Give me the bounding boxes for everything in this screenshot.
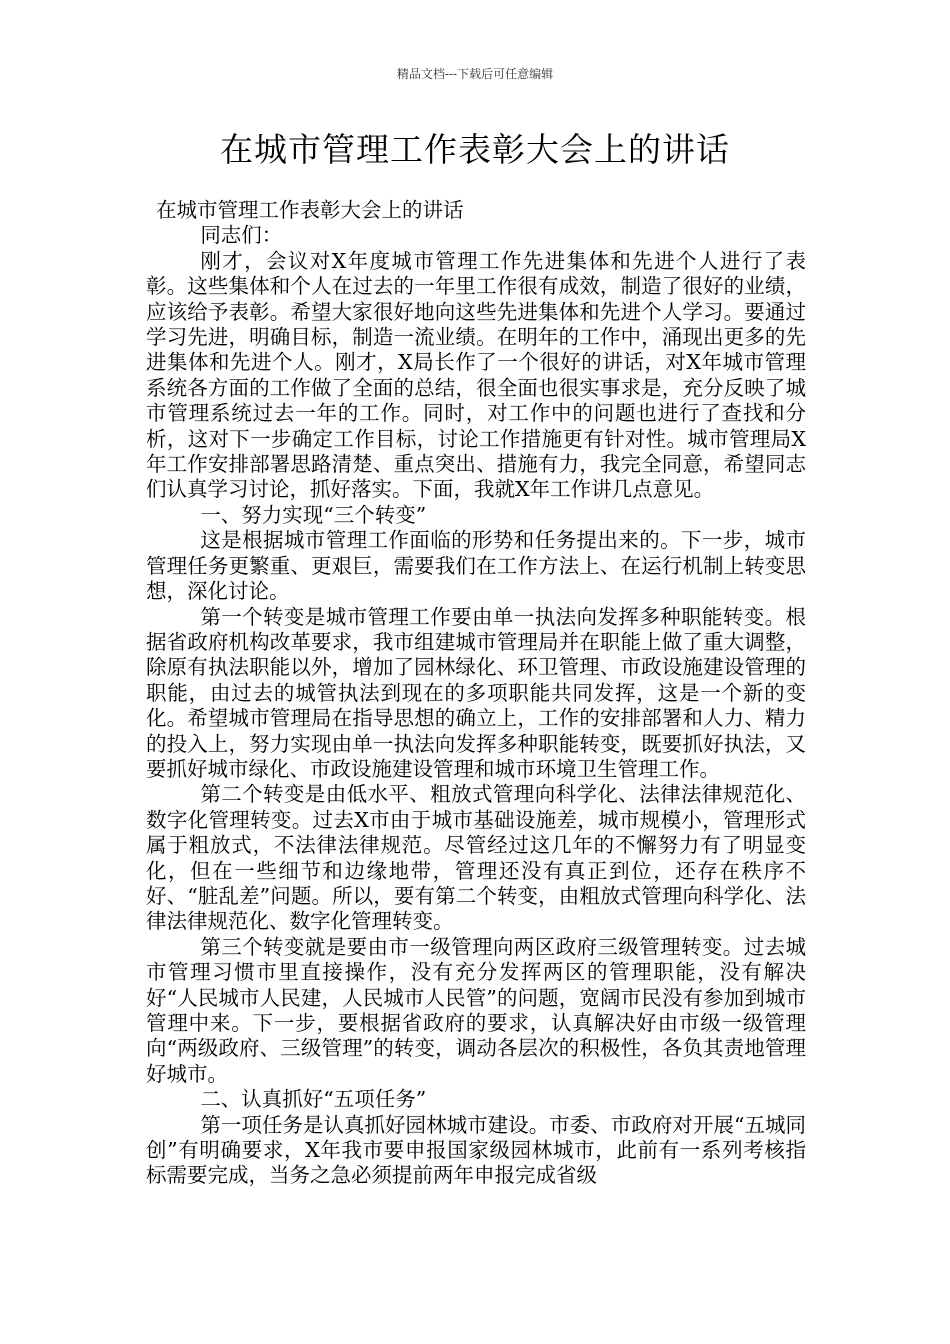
section-heading-1: 一、努力实现“三个转变” [200,502,427,527]
greeting: 同志们： [200,223,283,248]
document-title: 在城市管理工作表彰大会上的讲话 [220,130,730,169]
document-body [146,198,806,1189]
paragraph: 这是根据城市管理工作面临的形势和任务提出来的。下一步，城市管理任务更繁重、更艰巨，需要我们在工作方法上、在运行机制上转变思想，深化讨论。 [146,528,806,604]
paragraph: 第一项任务是认真抓好园林城市建设。市委、市政府对开展“五城同创”有明确要求，X年我市要申报国家级园林城市，此前有一系列考核指标需要完成，当务之急必须提前两年申报完成省级 [146,1112,806,1188]
paragraph: 第二个转变是由低水平、粗放式管理向科学化、法律法律规范化、数字化管理转变。过去X市由于城市基础设施差，城市规模小，管理形式属于粗放式，不法律法律规范。尽管经过这几年的不懈努力有了明显变化，但在一些细节和边缘地带，管理还没有真正到位，还存在秩序不好、“脏乱差”问题。所以，要有第二个转变，由粗放式管理向科学化、法律法律规范化、数字化管理转变。 [146,782,806,934]
paragraph-intro: 刚才，会议对X年度城市管理工作先进集体和先进个人进行了表彰。这些集体和个人在过去的一年里工作很有成效，制造了很好的业绩，应该给予表彰。希望大家很好地向这些先进集体和先进个人学习。要通过学习先进，明确目标，制造一流业绩。在明年的工作中，涌现出更多的先进集体和先进个人。刚才，X局长作了一个很好的讲话，对X年城市管理系统各方面的工作做了全面的总结，很全面也很实事求是，充分反映了城市管理系统过去一年的工作。同时，对工作中的问题也进行了查找和分析，这对下一步确定工作目标，讨论工作措施更有针对性。城市管理局X年工作安排部署思路清楚、重点突出、措施有力，我完全同意，希望同志们认真学习讨论，抓好落实。下面，我就X年工作讲几点意见。 [146,248,806,502]
section-heading-2: 二、认真抓好“五项任务” [200,1087,427,1112]
paragraph: 第三个转变就是要由市一级管理向两区政府三级管理转变。过去城市管理习惯市里直接操作，没有充分发挥两区的管理职能，没有解决好“人民城市人民建，人民城市人民管”的问题，宽阔市民没有参加到城市管理中来。下一步，要根据省政府的要求，认真解决好由市级一级管理向“两级政府、三级管理”的转变，调动各层次的积极性，各负其责地管理好城市。 [146,934,806,1086]
page-watermark: 精品文档---下载后可任意编辑 [396,67,554,81]
document-subtitle: 在城市管理工作表彰大会上的讲话 [156,198,464,222]
paragraph: 第一个转变是城市管理工作要由单一执法向发挥多种职能转变。根据省政府机构改革要求，我市组建城市管理局并在职能上做了重大调整，除原有执法职能以外，增加了园林绿化、环卫管理、市政设施建设管理的职能，由过去的城管执法到现在的多项职能共同发挥，这是一个新的变化。希望城市管理局在指导思想的确立上，工作的安排部署和人力、精力的投入上，努力实现由单一执法向发挥多种职能转变，既要抓好执法，又要抓好城市绿化、市政设施建设管理和城市环境卫生管理工作。 [146,604,806,781]
